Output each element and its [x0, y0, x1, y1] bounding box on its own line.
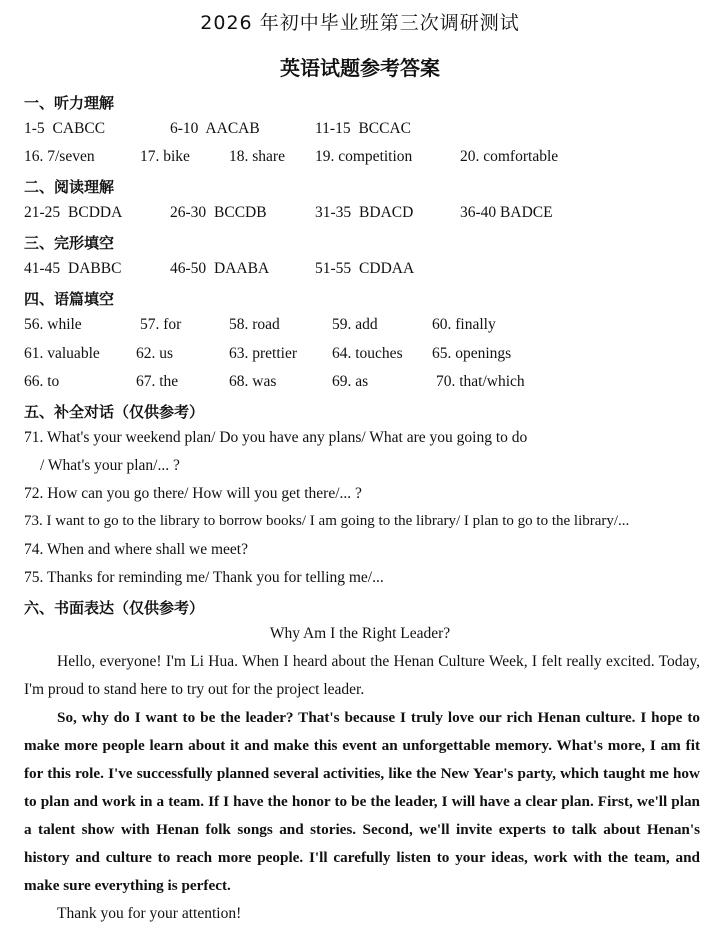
answer-item: 18. share: [229, 148, 285, 165]
answer-item: 65. openings: [432, 345, 512, 362]
document-subtitle: 英语试题参考答案: [280, 56, 440, 80]
answer-group: 51-55 CDDAA: [315, 260, 415, 277]
answer-item: 66. to: [24, 373, 60, 390]
answer-item: 67. the: [136, 373, 179, 390]
answer-item: 19. competition: [315, 148, 413, 165]
answer-item: 60. finally: [432, 316, 496, 333]
essay-paragraph: Hello, everyone! I'm Li Hua. When I heard about the Henan Culture Week, I felt really excited. Today, I'm proud to stand here to try out for the project leader.: [24, 653, 700, 698]
dialogue-answer: 74. When and where shall we meet?: [24, 541, 248, 558]
answer-group: 41-45 DABBC: [24, 260, 122, 277]
dialogue-answer: / What's your plan/... ?: [40, 457, 180, 474]
answer-group: 31-35 BDACD: [315, 204, 414, 221]
answer-row: [0, 204, 720, 226]
answer-group: 21-25 BCDDA: [24, 204, 123, 221]
answer-group: 6-10 AACAB: [170, 120, 260, 137]
section-heading-grammar: 四、语篇填空: [24, 290, 115, 308]
essay-title: Why Am I the Right Leader?: [269, 625, 451, 642]
essay-paragraph-bold: So, why do I want to be the leader? That's because I truly love our rich Henan culture. I hope to make more people learn about it and make this event an unforgettable memory. What's more, I am fit for this role. I've successfully planned several activities, like the New Year's party, which taught me how to plan and work in a team. If I have the honor to be the leader, I will have a clear plan. First, we'll plan a talent show with Henan folk songs and stories. Second, we'll invite experts to talk about Henan's history and culture to reach more people. I'll carefully listen to your ideas, work with the team, and make sure everything is perfect.: [24, 709, 700, 894]
answer-item: 63. prettier: [229, 345, 298, 362]
dialogue-answer: 72. How can you go there/ How will you get there/... ?: [24, 485, 362, 502]
section-heading-writing: 六、书面表达（仅供参考）: [24, 599, 205, 617]
dialogue-answer: 73. I want to go to the library to borrow books/ I am going to the library/ I plan to go to the library/...: [24, 513, 630, 529]
answer-item: 16. 7/seven: [24, 148, 95, 165]
answer-row: [0, 148, 720, 170]
section-heading-reading: 二、阅读理解: [24, 178, 115, 196]
answer-item: 56. while: [24, 316, 82, 333]
answer-item: 64. touches: [332, 345, 403, 362]
essay-closing: Thank you for your attention!: [57, 905, 242, 922]
answer-item: 69. as: [332, 373, 369, 390]
answer-row: [0, 120, 720, 142]
section-heading-listening: 一、听力理解: [24, 94, 115, 112]
answer-row: [0, 373, 720, 395]
answer-row: [0, 316, 720, 338]
answer-item: 68. was: [229, 373, 277, 390]
answer-item: 20. comfortable: [460, 148, 559, 165]
answer-item: 57. for: [140, 316, 182, 333]
answer-group: 1-5 CABCC: [24, 120, 106, 137]
document-title: 2026 年初中毕业班第三次调研测试: [200, 12, 520, 34]
answer-item: 62. us: [136, 345, 174, 362]
answer-item: 17. bike: [140, 148, 190, 165]
answer-group: 11-15 BCCAC: [315, 120, 412, 137]
answer-group: 36-40 BADCE: [460, 204, 553, 221]
answer-item: 70. that/which: [436, 373, 525, 390]
dialogue-answer: 75. Thanks for reminding me/ Thank you for telling me/...: [24, 569, 384, 586]
answer-item: 59. add: [332, 316, 378, 333]
section-heading-cloze: 三、完形填空: [24, 234, 115, 252]
dialogue-answer: 71. What's your weekend plan/ Do you have any plans/ What are you going to do: [24, 429, 528, 446]
answer-group: 26-30 BCCDB: [170, 204, 267, 221]
answer-item: 58. road: [229, 316, 280, 333]
section-heading-dialogue: 五、补全对话（仅供参考）: [24, 403, 205, 421]
answer-row: [0, 345, 720, 367]
answer-group: 46-50 DAABA: [170, 260, 270, 277]
answer-item: 61. valuable: [24, 345, 100, 362]
answer-row: [0, 260, 720, 282]
